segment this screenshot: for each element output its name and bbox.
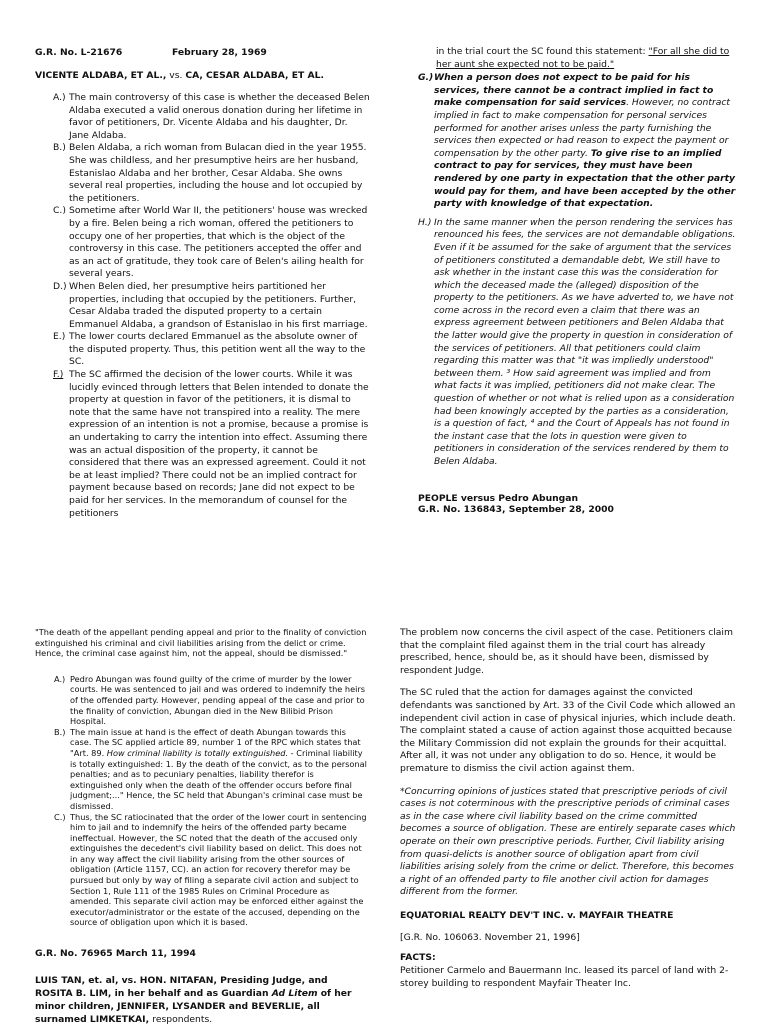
top-right-column <box>418 46 736 515</box>
case4-facts-label: FACTS: <box>400 952 436 964</box>
case1-date: February 28, 1969 <box>172 47 267 58</box>
bottom-left-column <box>35 627 368 1026</box>
case2-list <box>54 674 368 928</box>
case2-gr-number: G.R. No. 136843, September 28, 2000 <box>418 503 614 515</box>
list-item: H.) In the same manner when the person rendering the services has renounced his fees, the services are not demandable obligations. Even if it be assumed for the sake of argument that the services of petitioners constituted a demandable debt, We still have to ask whether in the instant case this was the consideration for which the deceased made the (alleged) disposition of the property to the petitioners. As we have adverted to, we have not come across in the record even a claim that there was an express agreement between petitioners and Belen Aldaba that the latter would give the property in question in consideration of the services of petitioners. All that petitioners could claim regarding this matter was that "it was impliedly understood" between them. ³ How said agreement was implied and from what facts it was implied, petitioners did not make clear. The question of whether or not what is relied upon as a consideration had been knowingly accepted by the parties as a consideration, is a question of fact, ⁴ and the Court of Appeals has not found in the instant case that the lots in question were given to petitioners in consideration of the services rendered by them to Belen Aldaba. <box>418 216 736 467</box>
list-item: A.) Pedro Abungan was found guilty of the crime of murder by the lower courts. He was sentenced to jail and was ordered to indemnify the heirs of the offended party. However, pending appeal of the case and prior to the finality of conviction, Abungan died in the New Bilibid Prison Hospital. <box>54 673 366 727</box>
top-left-column <box>35 46 370 520</box>
case1-title: VICENTE ALDABA, ET AL., vs. CA, CESAR ALDABA, ET AL. <box>35 70 324 81</box>
case1-f-continuation: in the trial court the SC found this statement: "For all she did to her aunt she expected not to be paid." <box>436 46 730 70</box>
list-item: F.) The SC affirmed the decision of the lower courts. While it was lucidly evinced through letters that Belen intended to donate the property at question in favor of the petitioners, it is dismal to note that the same have not transpired into a reality. The mere expression of an intention is not a promise, because a promise is an undertaking to carry the intention into effect. Assuming there was an actual disposition of the property, it cannot be considered that there was an expressed agreement. Could it not be at least implied? There could not be an implied contract for payment because based on records; Jane did not expect to be paid for her services. In the memorandum of counsel for the petitioners <box>53 369 369 519</box>
case1-list-cont <box>418 72 736 468</box>
list-item: A.) The main controversy of this case is whether the deceased Belen Aldaba executed a valid onerous donation during her lifetime in favor of petitioners, Dr. Vicente Aldaba and his daughter, Dr. Jane Aldaba. <box>53 92 370 141</box>
case3-paragraph-1: The problem now concerns the civil aspect of the case. Petitioners claim that the complaint filed against them in the trial court has already prescribed, hence, should be, as it should have been, dismissed by respondent Judge. <box>400 627 733 676</box>
bottom-right-column <box>400 627 736 990</box>
case3-paragraph-2: The SC ruled that the action for damages against the convicted defendants was sanctioned by Art. 33 of the Civil Code which allowed an independent civil action in case of physical injuries, which include death. The complaint stated a cause of action against those acquitted because the Military Commission did not explain the grounds for their acquittal. After all, it was not under any obligation to do so. Hence, it would be premature to dismiss the civil action against them. <box>400 687 736 774</box>
case3-concurring-note: *Concurring opinions of justices stated that prescriptive periods of civil cases is not coterminous with the prescriptive periods of criminal cases as in the case where civil liability based on the crime committed becomes a source of obligation. These are entirely separate cases which operate on their own prescriptive periods. Further, Civil liability arising from quasi-delicts is another source of obligation apart from civil liabilities arising solely from the crime or delict. Therefore, this becomes a right of an offended party to file another civil action for damages different from the former. <box>400 785 736 898</box>
case1-gr-number: G.R. No. L-21676 <box>35 47 123 58</box>
case2-quote: "The death of the appellant pending appeal and prior to the finality of conviction extinguished his criminal and civil liabilities arising from the delict or crime. Hence, the criminal case against him, not the appeal, should be dismissed." <box>35 627 367 659</box>
list-item: B.) Belen Aldaba, a rich woman from Bulacan died in the year 1955. She was childless, and her presumptive heirs are her husband, Estanislao Aldaba and her brother, Cesar Aldaba. She owns several real properties, including the house and lot occupied by the petitioners. <box>53 142 367 204</box>
list-item: B.) The main issue at hand is the effect of death Abungan towards this case. The SC applied article 89, number 1 of the RPC which states that "Art. 89. How criminal liability is totally extinguished. - Criminal liability is totally extinguished: 1. By the death of the convict, as to the personal penalties; and as to pecuniary penalties, liability therefor is extinguished only when the death of the offender occurs before final judgment;..." Hence, the SC held that Abungan's criminal case must be dismissed. <box>54 726 367 811</box>
list-item: E.) The lower courts declared Emmanuel as the absolute owner of the disputed property. Thus, this petition went all the way to the SC. <box>53 331 366 368</box>
case1-header <box>35 46 370 59</box>
case2-title: PEOPLE versus Pedro Abungan G.R. No. 136843, September 28, 2000 <box>418 493 736 515</box>
list-item: D.) When Belen died, her presumptive heirs partitioned her properties, including that occupied by the petitioners. Further, Cesar Aldaba traded the disputed property to a certain Emmanuel Aldaba, a grandson of Estanislao in his first marriage. <box>53 280 368 330</box>
list-item: G.) When a person does not expect to be paid for his services, there cannot be a contract implied in fact to make compensation for said services. However, no contract implied in fact to make compensation for personal services performed for another arises unless the party furnishing the services then expected or had reason to expect the payment or compensation by the other party. To give rise to an implied contract to pay for services, they must have been rendered by one party in expectation that the other party would pay for them, and have been accepted by the other party with knowledge of that expectation. <box>418 72 736 210</box>
case4-gr-number: [G.R. No. 106063. November 21, 1996] <box>400 931 580 943</box>
list-item: C.) Thus, the SC ratiocinated that the order of the lower court in sentencing him to jail and to indemnify the heirs of the offended party became ineffectual. However, the SC noted that the death of the accused only extinguishes the decedent's civil liability based on delict. This does not in any way affect the civil liability arising from the other sources of obligation (Article 1157, CC). an action for recovery therefor may be pursued but only by way of filing a separate civil action and subject to Section 1, Rule 111 of the 1985 Rules on Criminal Procedure as amended. This separate civil action may be enforced either against the executor/administrator or the estate of the accused, depending on the source of obligation upon which it is based. <box>54 811 367 928</box>
case1-list <box>53 92 370 520</box>
list-item: C.) Sometime after World War II, the petitioners' house was wrecked by a fire. Belen being a rich woman, offered the petitioners to occupy one of her properties, that which is the object of the controversy in this case. The petitioners accepted the offer and as an act of gratitude, they took care of Belen's ailing health for several years. <box>53 205 368 280</box>
case4-facts-text: Petitioner Carmelo and Bauermann Inc. leased its parcel of land with 2-storey building to respondent Mayfair Theater Inc. <box>400 965 729 989</box>
case4-title: EQUATORIAL REALTY DEV'T INC. v. MAYFAIR THEATRE <box>400 909 674 921</box>
case3-gr-number: G.R. No. 76965 March 11, 1994 <box>35 948 196 960</box>
case3-parties: LUIS TAN, et. al, vs. HON. NITAFAN, Presiding Judge, and ROSITA B. LIM, in her behalf and as Guardian Ad Litem of her minor children, JENNIFER, LYSANDER and BEVERLIE, all surnamed LIMKETKAI, respondents. <box>35 975 352 1026</box>
